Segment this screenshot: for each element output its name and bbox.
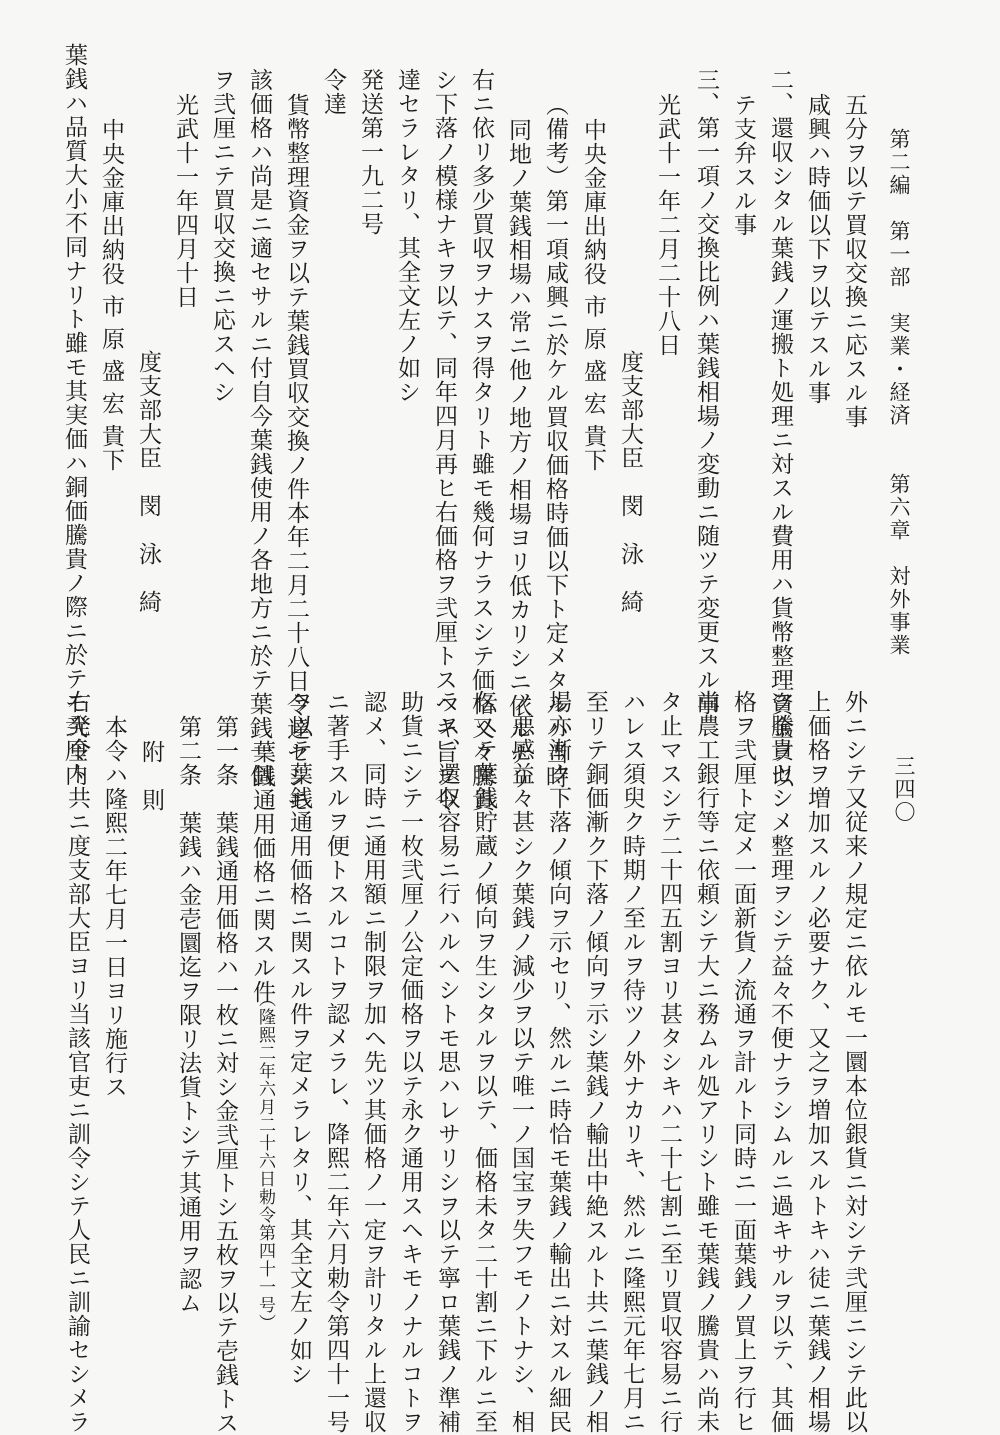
text-line: 本令ハ隆熙二年七月一日ヨリ施行ス <box>101 715 127 1099</box>
text-line: ノ悪感益々甚シク葉銭ノ減少ヲ以テ唯一ノ国宝ヲ失フモノトナシ、相 <box>508 690 534 1434</box>
text-line: 場亦漸ク下落ノ傾向ヲ示セリ、然ルニ時恰モ葉銭ノ輸出ニ対スル細民 <box>545 690 571 1434</box>
addressee-line: 中央金庫出納役 市 原 盛 宏 貴下 <box>98 118 124 472</box>
text-line: ヲ騰貴セシメ整理ヲシテ益々不便ナラシムルニ過キサルヲ以テ、其価 <box>767 690 793 1434</box>
text-line: 貨幣整理資金ヲ以テ葉銭買収交換ノ件本年二月二十八日令達セシモ <box>283 93 309 813</box>
text-line: ラス、還収容易ニ行ハルヘシトモ思ハレサリシヲ以テ寧ロ葉銭ノ準補 <box>434 690 460 1434</box>
article-line: 第二条 葉銭ハ金壱圜迄ヲ限リ法貨トシテ其通用ヲ認ム <box>175 715 201 1315</box>
text-line: ヲ以テ葉銭通用価格ニ関スル件ヲ定メラレタリ、其全文左ノ如シ <box>286 690 312 1386</box>
text-line: 令達 <box>320 68 346 116</box>
text-line: 三、第一項ノ交換比例ハ葉銭相場ノ変動ニ随ツテ変更スル事 <box>693 68 719 716</box>
section-title: 葉銭通用価格ニ関スル件 <box>249 740 275 1004</box>
text-line: 右ニ依リ多少買収ヲナスヲ得タリト雖モ幾何ナラスシテ価格又々騰貴 <box>468 68 494 812</box>
text-line: 同地ノ葉銭相場ハ常ニ他ノ地方ノ相場ヨリ低カリシニ依ルナリ <box>505 118 531 790</box>
text-line: 五分ヲ以テ買収交換ニ応スル事 <box>841 93 867 429</box>
text-line: 光武十一年二月二十八日 <box>654 93 680 357</box>
text-line: ハレス須臾ク時期ノ至ルヲ待ツノ外ナカリキ、然ルニ隆熙元年七月ニ <box>619 690 645 1434</box>
text-line: （備考）第一項咸興ニ於ケル買収価格時価以下ト定メタルハ当時 <box>542 93 568 789</box>
article-line: 第一条 葉銭通用価格ハ一枚ニ対シ金弐厘トシ五枚ヲ以テ壱銭トス <box>212 715 238 1435</box>
text-line: テ支弁スル事 <box>730 93 756 237</box>
text-line: タ止マスシテ二十四五割ヨリ甚タシキハ二十七割ニ至リ買収容易ニ行 <box>656 690 682 1434</box>
text-line: 光武十一年四月十日 <box>172 93 198 309</box>
text-line: 伝ヘテ葉銭貯蔵ノ傾向ヲ生シタルヲ以テ、価格未タ二十割ニ下ルニ至 <box>471 690 497 1434</box>
text-line: 咸興ハ時価以下ヲ以テスル事 <box>804 93 830 405</box>
text-line: 至リテ銅価漸ク下落ノ傾向ヲ示シ葉銭ノ輸出中絶スルト共ニ葉銭ノ相 <box>582 690 608 1434</box>
text-line: 発送第一九二号 <box>357 68 383 236</box>
text-line: 葉銭ハ品質大小不同ナリト雖モ其実価ハ銅価騰貴ノ際ニ於テモ弐厘内 <box>61 43 87 787</box>
text-line: シ下落ノ模様ナキヲ以テ、同年四月再ヒ右価格ヲ弐厘トスヘキ旨ヲ令 <box>431 68 457 812</box>
signature-line: 度支部大臣 閔 泳 綺 <box>135 350 161 614</box>
signature-line: 度支部大臣 閔 泳 綺 <box>617 350 643 614</box>
text-line: ヲ弐厘ニテ買収交換ニ応スヘシ <box>209 68 235 404</box>
text-line: 二、還収シタル葉銭ノ運搬ト処理ニ対スル費用ハ貨幣整理資金ヲ以 <box>767 68 793 788</box>
section-citation: （隆熙二年六月二十六日勅令第四十一号） <box>255 990 275 1332</box>
text-line: 認メ、同時ニ通用額ニ制限ヲ加ヘ先ツ其価格ノ一定ヲ計リタル上還収 <box>360 690 386 1434</box>
text-line: 外ニシテ又従来ノ規定ニ依ルモ一圜本位銀貨ニ対シテ弐厘ニシテ此以 <box>841 690 867 1434</box>
text-line: 該価格ハ尚是ニ適セサルニ付自今葉銭使用ノ各地方ニ於テ葉銭一個 <box>246 68 272 788</box>
text-line: 格ヲ弐厘ト定メ一面新貨ノ流通ヲ計ルト同時ニ一面葉銭ノ買上ヲ行ヒ <box>730 690 756 1434</box>
text-line: 上価格ヲ増加スルノ必要ナク、又之ヲ増加スルトキハ徒ニ葉銭ノ相場 <box>804 690 830 1434</box>
page-number: 三四〇 <box>892 755 916 824</box>
text-line: 達セラレタリ、其全文左ノ如シ <box>394 68 420 404</box>
text-line: 右発令ト共ニ度支部大臣ヨリ当該官吏ニ訓令シテ人民ニ訓諭セシメラ <box>64 690 90 1434</box>
supplementary-heading: 附 則 <box>138 740 164 812</box>
text-line: 尚農工銀行等ニ依頼シテ大ニ務ムル処アリシト雖モ葉銭ノ騰貴ハ尚未 <box>693 690 719 1434</box>
text-line: ニ著手スルヲ便トスルコトヲ認メラレ、降熙二年六月勅令第四十一号 <box>323 690 349 1434</box>
text-line: 助貨ニシテ一枚弐厘ノ公定価格ヲ以テ永ク通用スヘキモノナルコトヲ <box>397 690 423 1434</box>
running-header: 第二編 第一部 実業・経済 第六章 対外事業 <box>887 128 911 657</box>
addressee-line: 中央金庫出納役 市 原 盛 宏 貴下 <box>580 118 606 472</box>
